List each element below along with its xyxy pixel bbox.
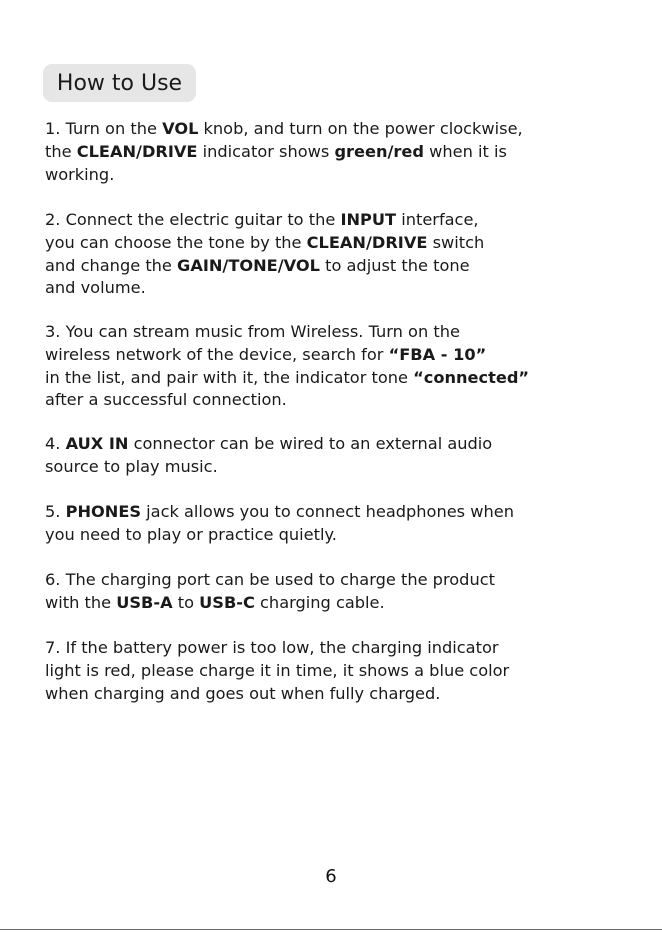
text-line [45,524,635,547]
text-segment: 7. If the battery power is too low, the charging indicator [45,638,499,657]
text-segment: 5. [45,502,66,521]
emphasized-term: AUX IN [65,434,129,453]
instruction-step-4 [45,433,635,479]
text-segment: switch [427,232,485,252]
text-line [45,164,635,187]
page-number: 6 [325,866,337,887]
emphasized-term: CLEAN/DRIVE [76,141,198,161]
text-line [45,118,635,141]
text-line [45,277,635,300]
text-segment: knob, and turn on the power clockwise, [198,119,523,138]
section-title-text: How to Use [56,70,183,96]
text-line [45,637,635,660]
text-line [45,232,635,255]
section-title [43,64,196,102]
emphasized-term: INPUT [340,210,397,229]
text-segment: connector can be wired to an external audio [128,434,493,453]
text-line [45,501,635,524]
instruction-step-7 [45,637,635,705]
text-line [45,569,635,592]
text-segment: and volume. [45,278,146,298]
text-segment: 2. Connect the electric guitar to the [45,210,341,229]
text-segment: working. [45,164,115,184]
text-segment: after a successful connection. [45,390,287,410]
text-segment: interface, [396,210,479,229]
text-segment: in the list, and pair with it, the indicator tone [45,367,414,387]
text-line [45,367,635,390]
text-line [45,321,635,344]
instruction-step-6 [45,569,635,615]
text-segment: the [45,141,77,161]
text-line [45,592,635,615]
text-segment: light is red, please charge it in time, it shows a blue color [45,660,510,680]
text-line [45,389,635,412]
instruction-step-3 [45,321,635,412]
emphasized-term: VOL [162,119,199,138]
bottom-divider [0,929,662,930]
text-segment: when charging and goes out when fully charged. [45,683,441,703]
instruction-step-1 [45,118,635,186]
text-line [45,209,635,232]
text-segment: you can choose the tone by the [45,232,307,252]
text-segment: 3. You can stream music from Wireless. Turn on the [45,322,460,341]
emphasized-term: USB-C [199,592,255,612]
text-segment: source to play music. [45,456,218,476]
text-line [45,344,635,367]
text-segment: and change the [45,255,178,275]
text-segment: indicator shows [197,141,335,161]
emphasized-term: “connected” [413,367,530,387]
instruction-step-2 [45,209,635,300]
emphasized-term: PHONES [65,502,142,521]
emphasized-term: CLEAN/DRIVE [306,232,428,252]
text-line [45,255,635,278]
text-segment: 1. Turn on the [45,119,163,138]
text-segment: to [172,592,200,612]
text-line [45,456,635,479]
emphasized-term: USB-A [116,592,173,612]
text-line [45,660,635,683]
text-segment: charging cable. [254,592,385,612]
emphasized-term: GAIN/TONE/VOL [177,255,320,275]
text-segment: when it is [423,141,507,161]
text-line [45,433,635,456]
text-segment: to adjust the tone [319,255,470,275]
text-segment: 4. [45,434,66,453]
text-segment: you need to play or practice quietly. [45,524,337,544]
text-line [45,683,635,706]
text-segment: jack allows you to connect headphones when [141,502,514,521]
emphasized-term: green/red [334,141,424,161]
text-segment: 6. The charging port can be used to charge the product [45,570,495,589]
instruction-step-5 [45,501,635,547]
text-line [45,141,635,164]
text-segment: with the [45,592,117,612]
emphasized-term: “FBA - 10” [388,344,487,364]
text-segment: wireless network of the device, search for [45,344,389,364]
